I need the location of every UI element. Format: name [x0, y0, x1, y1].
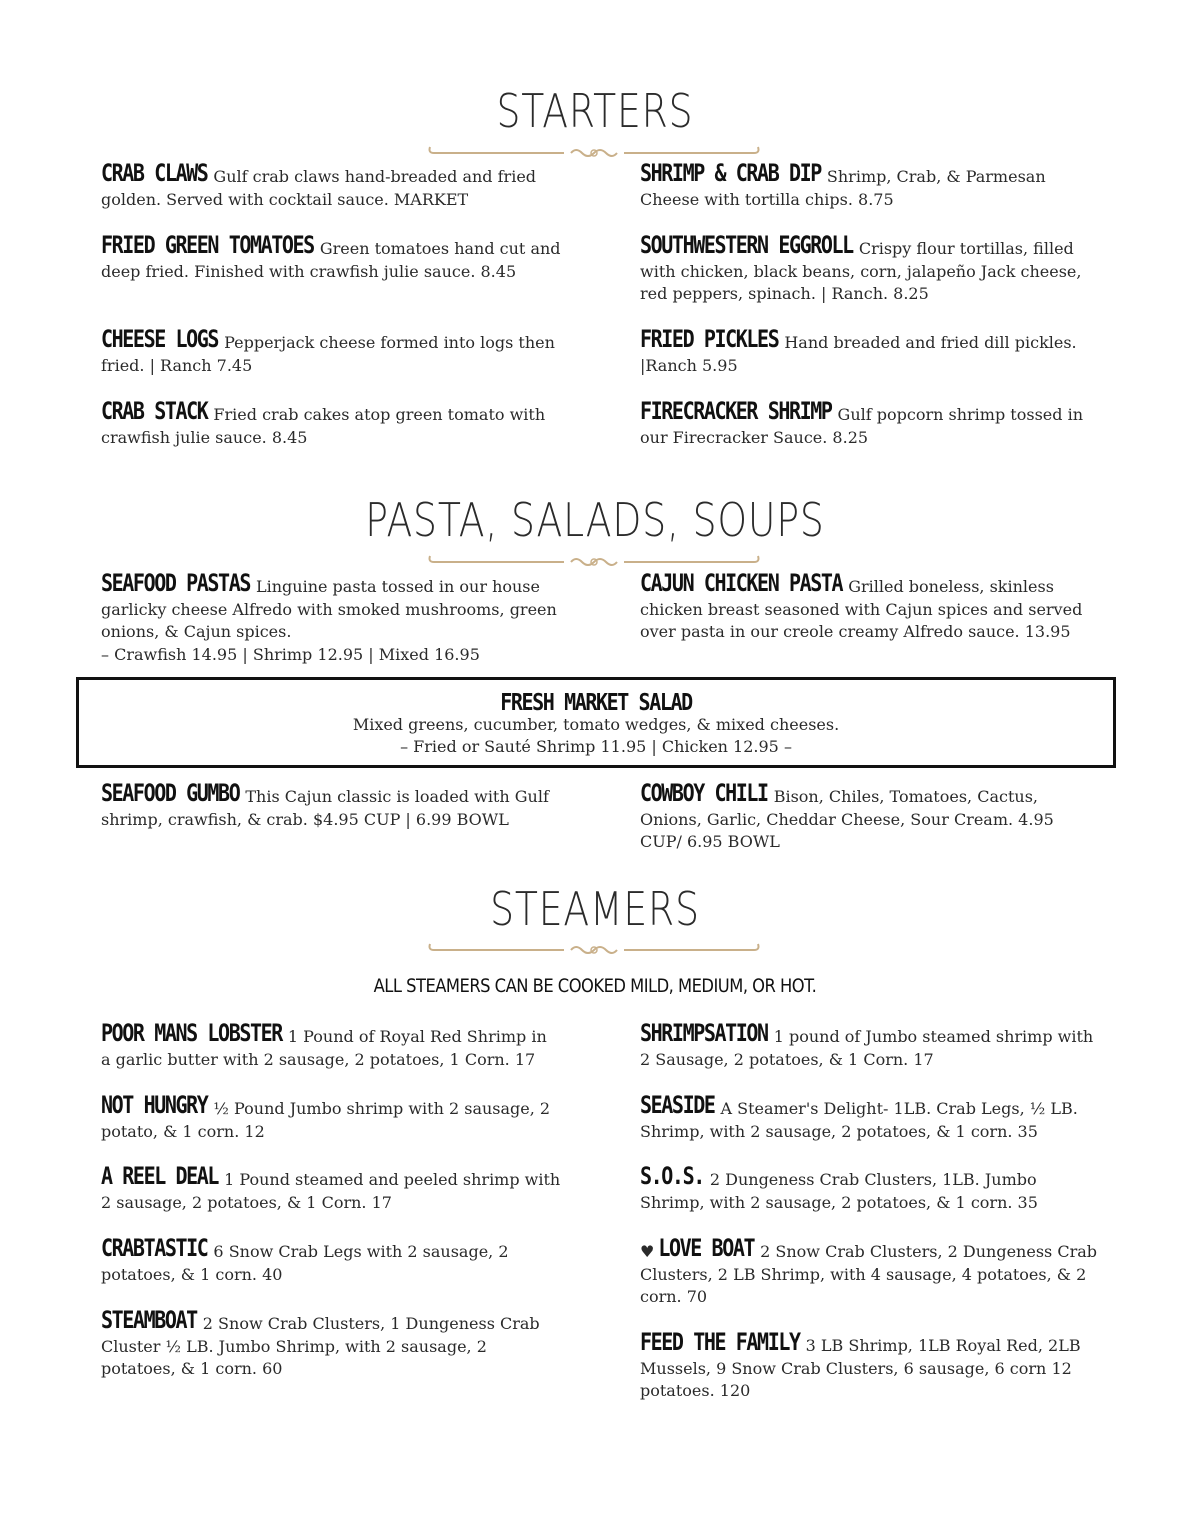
item-description: Gulf popcorn shrimp tossed in our Firecracker Sauce. 8.25 [640, 405, 1083, 447]
item-description: 3 LB Shrimp, 1LB Royal Red, 2LB Mussels, 9 Snow Crab Clusters, 6 sausage, 6 corn 12 potatoes. 120 [640, 1336, 1081, 1400]
menu-item-poor-mans-lobster [101, 1018, 561, 1071]
menu-item-firecracker-shrimp [640, 396, 1100, 449]
heart-icon: ♥ [640, 1242, 655, 1261]
item-name: CRAB CLAWS [101, 158, 208, 188]
item-name: S.O.S. [640, 1161, 704, 1191]
menu-item-steamboat [101, 1305, 561, 1381]
ornamental-divider-icon [426, 554, 762, 568]
item-description: 1 Pound of Royal Red Shrimp in a garlic butter with 2 sausage, 2 potatoes, 1 Corn. 17 [101, 1027, 547, 1069]
item-name: CRAB STACK [101, 396, 208, 426]
ornamental-divider-icon [426, 942, 762, 956]
item-name: CHEESE LOGS [101, 324, 219, 354]
item-description: 2 Snow Crab Clusters, 1 Dungeness Crab Cluster ½ LB. Jumbo Shrimp, with 2 sausage, 2 potatoes, & 1 corn. 60 [101, 1314, 540, 1378]
item-description: ½ Pound Jumbo shrimp with 2 sausage, 2 potato, & 1 corn. 12 [101, 1099, 551, 1141]
menu-item-feed-the-family [640, 1327, 1100, 1403]
item-description: Green tomatoes hand cut and deep fried. Finished with crawfish julie sauce. 8.45 [101, 239, 561, 281]
item-name: CRABTASTIC [101, 1233, 208, 1263]
salad-prices: – Fried or Sauté Shrimp 11.95 | Chicken 12.95 – [400, 737, 792, 756]
item-description: Grilled boneless, skinless chicken breast seasoned with Cajun spices and served over pasta in our creole creamy Alfredo sauce. 13.95 [640, 577, 1083, 641]
salad-name: FRESH MARKET SALAD [500, 688, 692, 716]
item-description: Pepperjack cheese formed into logs then fried. | Ranch 7.45 [101, 333, 555, 375]
item-description: Crispy flour tortillas, filled with chicken, black beans, corn, jalapeño Jack cheese, red peppers, spinach. | Ranch. 8.25 [640, 239, 1082, 303]
item-name: SEAFOOD GUMBO [101, 778, 240, 808]
item-description: Bison, Chiles, Tomatoes, Cactus, Onions, Garlic, Cheddar Cheese, Sour Cream. 4.95 CUP/ 6.95 BOWL [640, 787, 1054, 851]
item-description: 1 Pound steamed and peeled shrimp with 2 sausage, 2 potatoes, & 1 Corn. 17 [101, 1170, 561, 1212]
item-name: SOUTHWESTERN EGGROLL [640, 230, 853, 260]
menu-item-not-hungry [101, 1090, 561, 1143]
item-description: 6 Snow Crab Legs with 2 sausage, 2 potatoes, & 1 corn. 40 [101, 1242, 509, 1284]
menu-item-crabtastic [101, 1233, 561, 1286]
item-name: COWBOY CHILI [640, 778, 768, 808]
item-name: NOT HUNGRY [101, 1090, 208, 1120]
item-name: FEED THE FAMILY [640, 1327, 800, 1357]
item-name: FRIED PICKLES [640, 324, 779, 354]
steamers-note: ALL STEAMERS CAN BE COOKED MILD, MEDIUM, OR HOT. [373, 975, 817, 997]
menu-item-seafood-pastas [101, 568, 561, 666]
item-name: SEAFOOD PASTAS [101, 568, 250, 598]
salad-description: Mixed greens, cucumber, tomato wedges, & mixed cheeses. [352, 715, 840, 734]
item-description: 1 pound of Jumbo steamed shrimp with 2 Sausage, 2 potatoes, & 1 Corn. 17 [640, 1027, 1094, 1069]
menu-item-seaside [640, 1090, 1100, 1143]
item-description: Shrimp, Crab, & Parmesan Cheese with tortilla chips. 8.75 [640, 167, 1046, 209]
item-description: 2 Snow Crab Clusters, 2 Dungeness Crab Clusters, 2 LB Shrimp, with 4 sausage, 4 potatoes, & 2 corn. 70 [640, 1242, 1097, 1306]
item-name: A REEL DEAL [101, 1161, 219, 1191]
menu-item-shrimpsation [640, 1018, 1100, 1071]
fresh-market-salad-box [76, 677, 1116, 768]
section-title-pasta-salads-soups: PASTA, SALADS, SOUPS [365, 493, 825, 547]
item-description: Fried crab cakes atop green tomato with crawfish julie sauce. 8.45 [101, 405, 546, 447]
item-name: CAJUN CHICKEN PASTA [640, 568, 843, 598]
menu-item-crab-stack [101, 396, 561, 449]
item-description: Linguine pasta tossed in our house garlicky cheese Alfredo with smoked mushrooms, green onions, & Cajun spices. [101, 577, 557, 641]
ornamental-divider-icon [426, 145, 762, 159]
menu-item-cowboy-chili [640, 778, 1100, 854]
menu-item-seafood-gumbo [101, 778, 561, 831]
menu-item-love-boat [640, 1233, 1100, 1309]
item-name: SEASIDE [640, 1090, 715, 1120]
item-description: This Cajun classic is loaded with Gulf shrimp, crawfish, & crab. $4.95 CUP | 6.99 BOWL [101, 787, 549, 829]
menu-item-shrimp-crab-dip [640, 158, 1100, 211]
menu-item-crab-claws [101, 158, 561, 211]
item-description: 2 Dungeness Crab Clusters, 1LB. Jumbo Shrimp, with 2 sausage, 2 potatoes, & 1 corn. 35 [640, 1170, 1038, 1212]
item-description: Hand breaded and fried dill pickles. |Ranch 5.95 [640, 333, 1077, 375]
item-name: SHRIMPSATION [640, 1018, 768, 1048]
item-description: Gulf crab claws hand-breaded and fried golden. Served with cocktail sauce. MARKET [101, 167, 537, 209]
section-title-steamers: STEAMERS [490, 882, 700, 936]
menu-item-sos [640, 1161, 1100, 1214]
item-name: FIRECRACKER SHRIMP [640, 396, 832, 426]
item-name: LOVE BOAT [658, 1233, 755, 1263]
menu-item-southwestern-eggroll [640, 230, 1100, 306]
menu-item-a-reel-deal [101, 1161, 561, 1214]
menu-item-cheese-logs [101, 324, 561, 377]
item-name: FRIED GREEN TOMATOES [101, 230, 314, 260]
item-name: STEAMBOAT [101, 1305, 197, 1335]
item-description: A Steamer's Delight- 1LB. Crab Legs, ½ LB. Shrimp, with 2 sausage, 2 potatoes, & 1 corn. 35 [640, 1099, 1078, 1141]
section-title-starters: STARTERS [496, 84, 694, 138]
item-name: POOR MANS LOBSTER [101, 1018, 282, 1048]
menu-item-fried-pickles [640, 324, 1100, 377]
item-prices: – Crawfish 14.95 | Shrimp 12.95 | Mixed 16.95 [101, 644, 480, 664]
menu-item-fried-green-tomatoes [101, 230, 561, 283]
menu-item-cajun-chicken-pasta [640, 568, 1100, 644]
item-name: SHRIMP & CRAB DIP [640, 158, 821, 188]
